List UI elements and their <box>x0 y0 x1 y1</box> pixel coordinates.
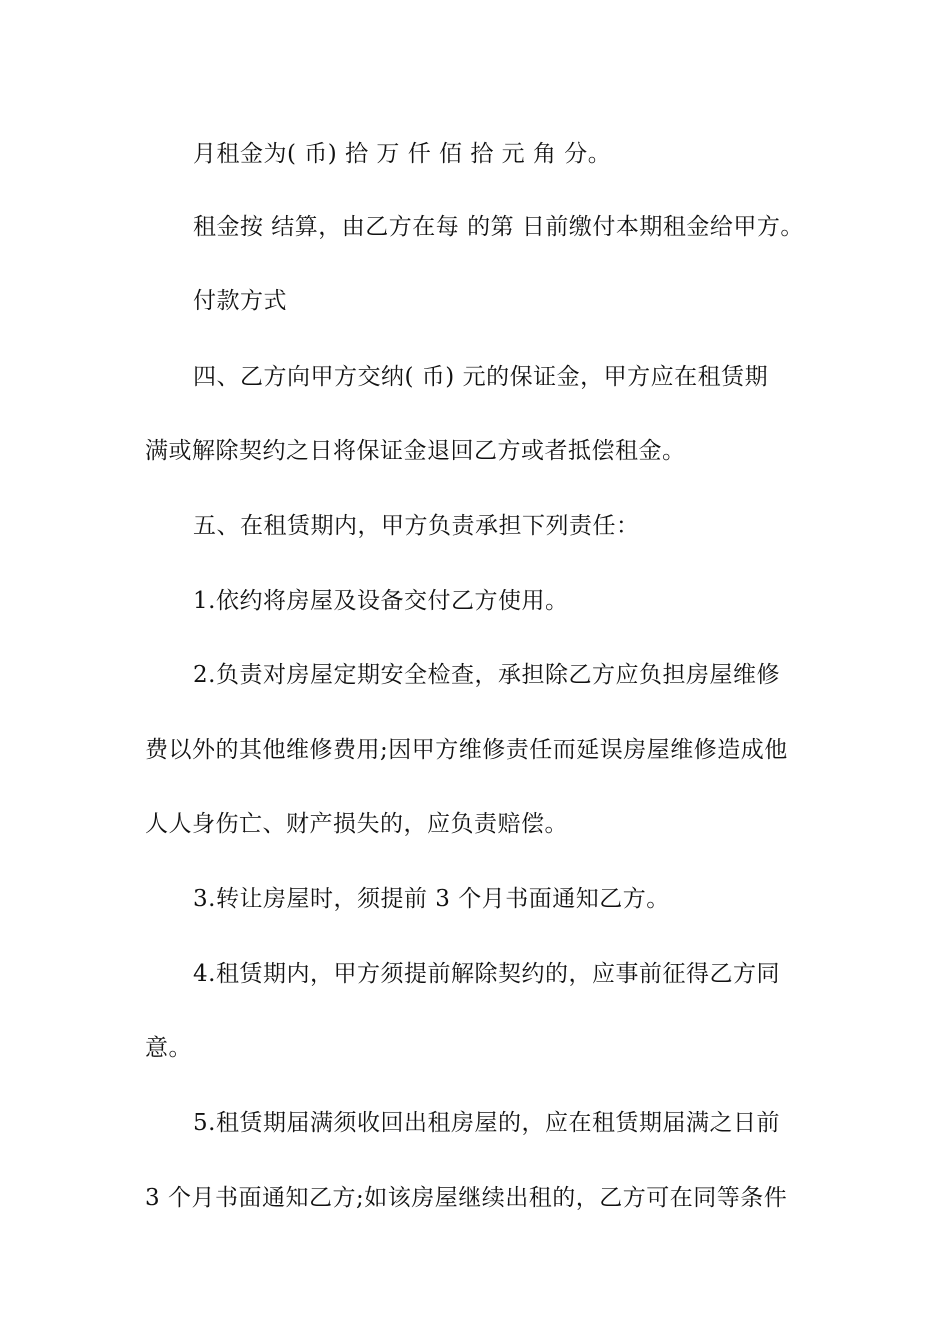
paragraph-line-item-2b: 费以外的其他维修费用;因甲方维修责任而延误房屋维修造成他 <box>145 737 788 763</box>
paragraph-line-rent-settlement: 租金按 结算，由乙方在每 的第 日前缴付本期租金给甲方。 <box>193 214 804 240</box>
paragraph-line-payment-method: 付款方式 <box>193 288 287 314</box>
paragraph-line-deposit-2: 满或解除契约之日将保证金退回乙方或者抵偿租金。 <box>145 438 686 464</box>
paragraph-line-section-five: 五、在租赁期内，甲方负责承担下列责任： <box>193 513 640 539</box>
paragraph-line-deposit-1: 四、乙方向甲方交纳( 币) 元的保证金，甲方应在租赁期 <box>193 364 769 390</box>
paragraph-line-rent-amount: 月租金为( 币) 拾 万 仟 佰 拾 元 角 分。 <box>193 141 612 167</box>
paragraph-line-item-2a: 2.负责对房屋定期安全检查，承担除乙方应负担房屋维修 <box>193 662 780 688</box>
paragraph-line-item-4a: 4.租赁期内，甲方须提前解除契约的，应事前征得乙方同 <box>193 961 780 987</box>
paragraph-line-item-3: 3.转让房屋时，须提前 3 个月书面通知乙方。 <box>193 886 670 912</box>
paragraph-line-item-2c: 人人身伤亡、财产损失的，应负责赔偿。 <box>145 811 568 837</box>
paragraph-line-item-5a: 5.租赁期届满须收回出租房屋的，应在租赁期届满之日前 <box>193 1110 780 1136</box>
paragraph-line-item-1: 1.依约将房屋及设备交付乙方使用。 <box>193 588 569 614</box>
paragraph-line-item-5b: 3 个月书面通知乙方;如该房屋继续出租的，乙方可在同等条件 <box>145 1185 788 1211</box>
paragraph-line-item-4b: 意。 <box>145 1035 192 1061</box>
